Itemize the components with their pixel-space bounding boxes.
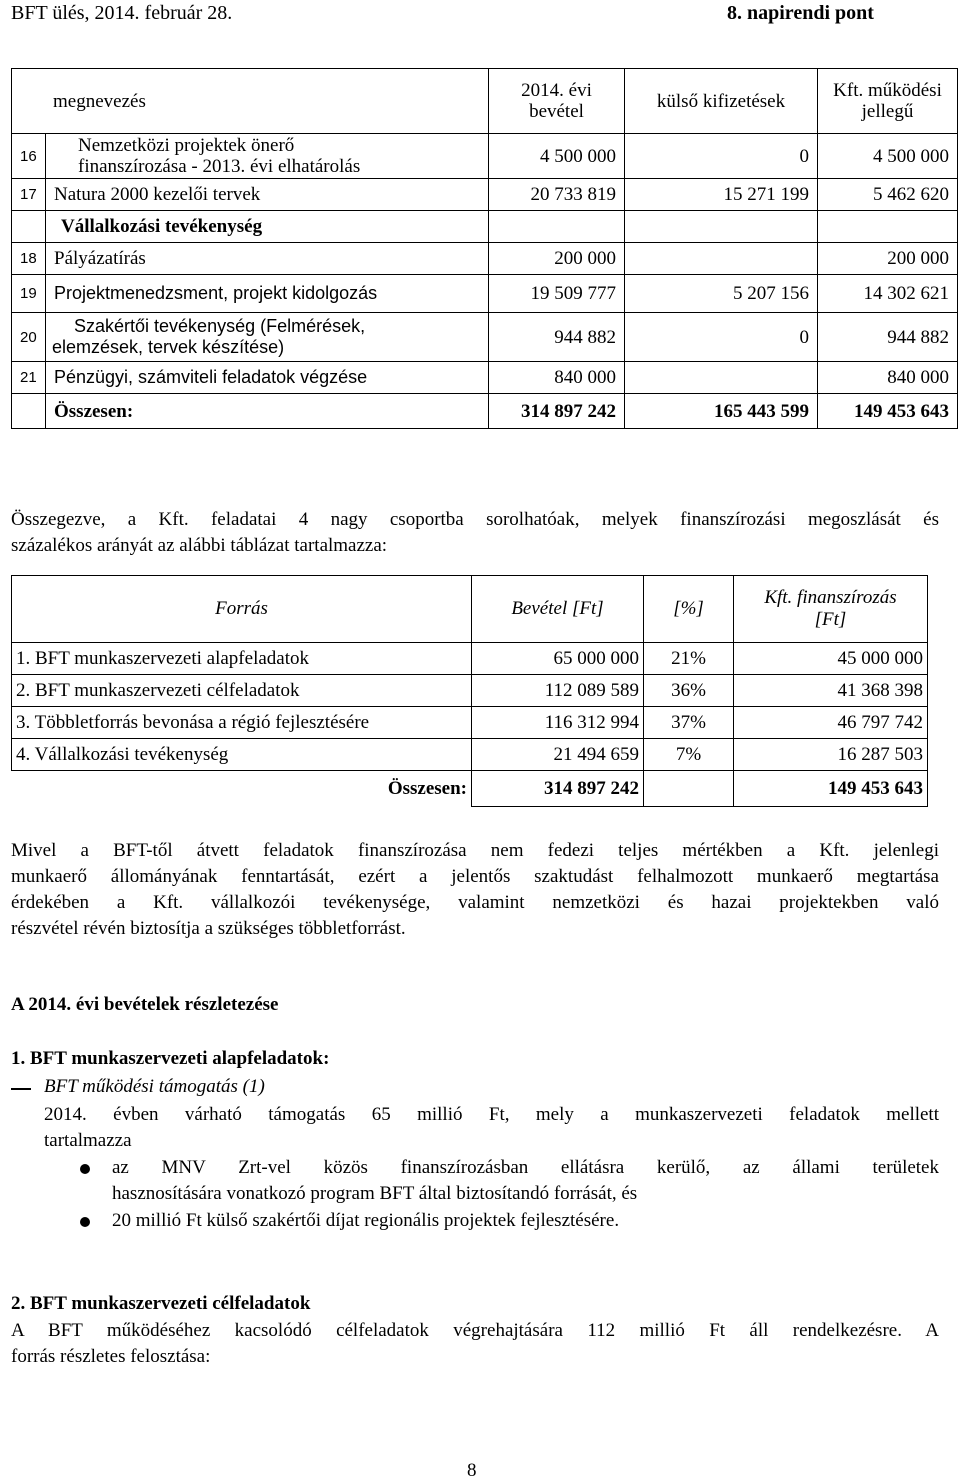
header-pct: [%] bbox=[644, 576, 734, 643]
total-label: Összesen: bbox=[12, 771, 472, 807]
table-total-row: Összesen: 314 897 242 149 453 643 bbox=[12, 771, 928, 807]
header-title: BFT ülés, 2014. február 28. bbox=[11, 2, 233, 24]
budget-table bbox=[11, 68, 958, 429]
subsection-1-text: 2014. évben várható támogatás 65 millió Ft, mely a munkaszervezeti feladatok mellett tartalmazza bbox=[44, 1104, 939, 1151]
header-external: külső kifizetések bbox=[625, 69, 818, 134]
table-row: 20 Szakértői tevékenység (Felmérések, elemzések, tervek készítése) 944 882 0 944 882 bbox=[12, 313, 958, 362]
bullet-item-2: 20 millió Ft külső szakértői díjat regionális projektek fejlesztésére. bbox=[112, 1210, 620, 1231]
header-name: megnevezés bbox=[12, 69, 489, 134]
table-total-row: Összesen: 314 897 242 165 443 599 149 453 643 bbox=[12, 394, 958, 429]
subsection-1-title: 1. BFT munkaszervezeti alapfeladatok: bbox=[11, 1048, 330, 1069]
bullet-item-1: az MNV Zrt-vel közös finanszírozásban ellátásra kerülő, az állami területek hasznosítására vonatkozó program BFT által biztosítandó forrását, és bbox=[112, 1157, 939, 1204]
header-agenda-item: 8. napirendi pont bbox=[727, 2, 874, 24]
table-row: 17 Natura 2000 kezelői tervek 20 733 819 15 271 199 5 462 620 bbox=[12, 179, 958, 211]
staffing-paragraph: Mivel a BFT-től átvett feladatok finanszírozása nem fedezi teljes mértékben a Kft. jelenlegi munkaerő állományának fenntartását, ezért a jelentős szaktudást felhalmozott munkaerő megtartása érdekében a Kft. vállalkozói tevékenysége, valamint nemzetközi és hazai projektekben való részvétel révén biztosítja a szükséges többletforrást. bbox=[11, 840, 939, 939]
table-row: 4. Vállalkozási tevékenység 21 494 659 7% 16 287 503 bbox=[12, 739, 928, 771]
table-row: 19 Projektmenedzsment, projekt kidolgozás 19 509 777 5 207 156 14 302 621 bbox=[12, 275, 958, 313]
header-kft: Kft. működési jellegű bbox=[818, 69, 958, 134]
header-income: 2014. évi bevétel bbox=[489, 69, 625, 134]
section-label: Vállalkozási tevékenység bbox=[46, 211, 489, 243]
table-row: 1. BFT munkaszervezeti alapfeladatok 65 000 000 21% 45 000 000 bbox=[12, 643, 928, 675]
subsection-2-text: A BFT működéséhez kacsolódó célfeladatok végrehajtására 112 millió Ft áll rendelkezésre. A forrás részletes felosztása: bbox=[11, 1320, 939, 1367]
table-row: 21 Pénzügyi, számviteli feladatok végzése 840 000 840 000 bbox=[12, 362, 958, 394]
table-section-row bbox=[12, 211, 958, 243]
summary-paragraph: Összegezve, a Kft. feladatai 4 nagy csoportba sorolhatóak, melyek finanszírozási megoszlását és százalékos arányát az alábbi táblázat tartalmazza: bbox=[11, 509, 939, 556]
funding-table bbox=[11, 575, 928, 807]
header-source: Forrás bbox=[12, 576, 472, 643]
dash-marker bbox=[11, 1088, 31, 1090]
header-income: Bevétel [Ft] bbox=[472, 576, 644, 643]
table-row: 2. BFT munkaszervezeti célfeladatok 112 089 589 36% 41 368 398 bbox=[12, 675, 928, 707]
table-row: 3. Többletforrás bevonása a régió fejlesztésére 116 312 994 37% 46 797 742 bbox=[12, 707, 928, 739]
subsection-2-title: 2. BFT munkaszervezeti célfeladatok bbox=[11, 1293, 311, 1314]
table-header-row bbox=[12, 69, 958, 134]
bullet-icon bbox=[80, 1217, 90, 1227]
dash-item: BFT működési támogatás (1) bbox=[44, 1076, 265, 1097]
table-row: 16 Nemzetközi projektek önerő finanszírozása - 2013. évi elhatárolás 4 500 000 0 4 500 000 bbox=[12, 134, 958, 179]
total-label: Összesen: bbox=[46, 394, 489, 429]
bullet-icon bbox=[80, 1164, 90, 1174]
table-header-row bbox=[12, 576, 928, 643]
header-kft: Kft. finanszírozás [Ft] bbox=[734, 576, 928, 643]
page-number: 8 bbox=[467, 1460, 477, 1481]
section-title: A 2014. évi bevételek részletezése bbox=[11, 994, 279, 1015]
table-row: 18 Pályázatírás 200 000 200 000 bbox=[12, 243, 958, 275]
